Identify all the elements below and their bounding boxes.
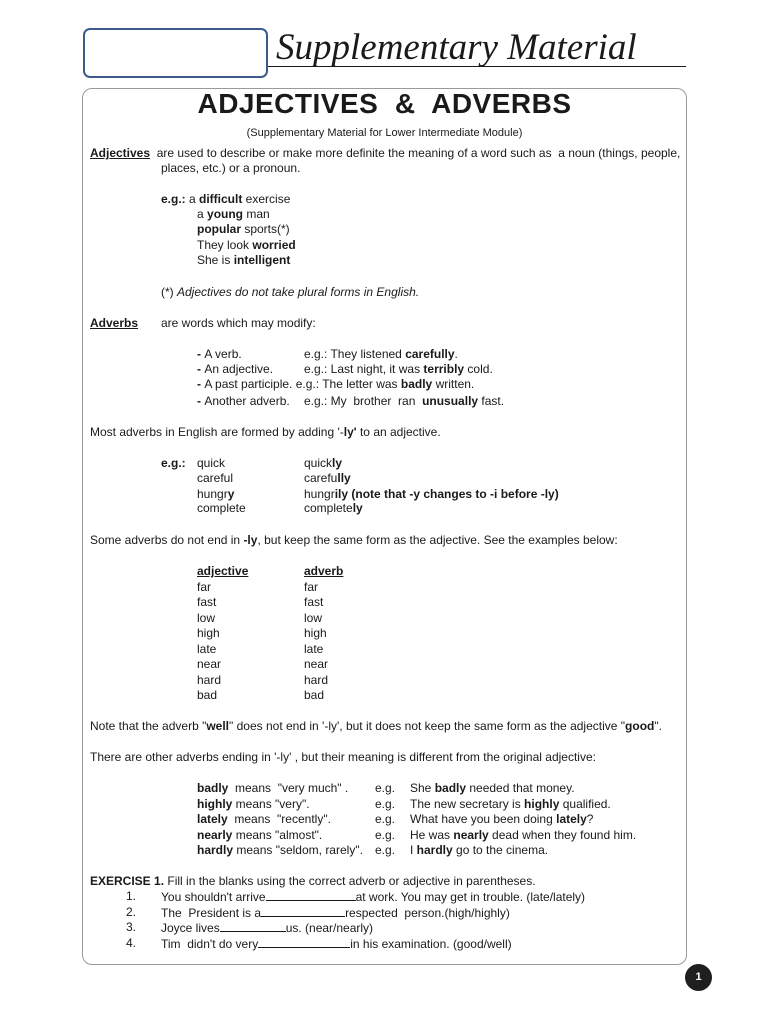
meaning-row: highly means "very". [197,797,310,811]
exercise-item: The President is a respected person.(high/highly) [161,906,510,920]
ly-rule: Most adverbs in English are formed by adding '-ly' to an adjective. [90,425,441,439]
different-meaning-note: There are other adverbs ending in '-ly' , but their meaning is different from the original adjective: [90,750,596,764]
adverbs-term: Adverbs [90,316,139,330]
meaning-row: badly means "very much" . [197,781,349,795]
answer-blank[interactable] [258,936,350,948]
meaning-eg: e.g. [375,781,396,795]
header-title: Supplementary Material [276,27,637,68]
exercise-number: 3. [126,920,137,934]
answer-blank[interactable] [261,905,345,917]
adjectives-definition-cont: places, etc.) or a pronoun. [161,161,301,175]
page-title: ADJECTIVES & ADVERBS [197,88,572,119]
exercise-number: 2. [126,905,137,919]
meaning-eg: e.g. [375,812,396,826]
page-subtitle: (Supplementary Material for Lower Intermediate Module) [246,127,523,139]
ly-adverb: carefully [304,471,351,485]
table-cell: far [197,580,212,594]
exercise-item: Tim didn't do very in his examination. (good/well) [161,937,512,951]
modifies-item: - Another adverb. [197,394,290,408]
meaning-row: nearly means "almost". [197,828,323,842]
modifies-example: e.g.: Last night, it was terribly cold. [304,362,493,376]
table-cell: bad [197,688,218,702]
column-header-adverb: adverb [304,564,344,578]
exercise-heading: EXERCISE 1. Fill in the blanks using the correct adverb or adjective in parentheses. [90,874,536,888]
table-cell: hard [304,673,329,687]
ly-adverb: hungrily (note that -y changes to -i before -ly) [304,487,559,501]
ly-adverb: completely [304,501,363,515]
adjective-example-5: She is intelligent [197,253,291,267]
adjective-example-1: e.g.: a difficult exercise [161,192,291,206]
table-cell: hard [197,673,222,687]
same-form-note: Some adverbs do not end in -ly, but keep the same form as the adjective. See the examples below: [90,533,618,547]
table-cell: high [304,626,327,640]
ly-adjective: quick [197,456,226,470]
meaning-example: He was nearly dead when they found him. [410,828,637,842]
ly-adverb: quickly [304,456,343,470]
ly-adjective: hungry [197,487,235,501]
adjective-example-3: popular sports(*) [197,222,290,236]
exercise-number: 1. [126,889,137,903]
meaning-example: What have you been doing lately? [410,812,594,826]
adjective-plural-note: (*) Adjectives do not take plural forms in English. [161,285,420,299]
adjective-example-4: They look worried [197,238,296,252]
meaning-row: hardly means "seldom, rarely". [197,843,363,857]
adjective-example-2: a young man [197,207,270,221]
answer-blank[interactable] [266,889,356,901]
meaning-example: The new secretary is highly qualified. [410,797,611,811]
header-box [83,28,268,78]
table-cell: fast [304,595,324,609]
modifies-example: e.g.: My brother ran unusually fast. [304,394,505,408]
meaning-example: I hardly go to the cinema. [410,843,549,857]
modifies-item: - A past participle. e.g.: The letter was badly written. [197,377,475,391]
meaning-eg: e.g. [375,797,396,811]
table-cell: bad [304,688,325,702]
meaning-example: She badly needed that money. [410,781,575,795]
meaning-eg: e.g. [375,843,396,857]
ly-eg-label: e.g.: [161,456,186,470]
adjectives-definition: Adjectives are used to describe or make more definite the meaning of a word such as a noun (things, people, [90,146,681,160]
adverbs-definition: are words which may modify: [161,316,316,330]
column-header-adjective: adjective [197,564,249,578]
ly-adjective: complete [197,501,246,515]
exercise-number: 4. [126,936,137,950]
meaning-row: lately means "recently". [197,812,331,826]
meaning-eg: e.g. [375,828,396,842]
table-cell: low [197,611,216,625]
modifies-example: e.g.: They listened carefully. [304,347,458,361]
table-cell: high [197,626,220,640]
table-cell: fast [197,595,217,609]
well-note: Note that the adverb "well" does not end in '-ly', but it does not keep the same form as the adjective "good". [90,719,662,733]
table-cell: low [304,611,323,625]
modifies-item: - An adjective. [197,362,274,376]
ly-adjective: careful [197,471,234,485]
page-number-badge: 1 [685,964,712,991]
modifies-item: - A verb. [197,347,242,361]
exercise-item: You shouldn't arrive at work. You may get in trouble. (late/lately) [161,890,586,904]
table-cell: near [197,657,222,671]
exercise-item: Joyce lives us. (near/nearly) [161,921,374,935]
table-cell: far [304,580,319,594]
table-cell: late [304,642,324,656]
answer-blank[interactable] [220,920,286,932]
header-rule [268,66,686,67]
table-cell: late [197,642,217,656]
table-cell: near [304,657,329,671]
